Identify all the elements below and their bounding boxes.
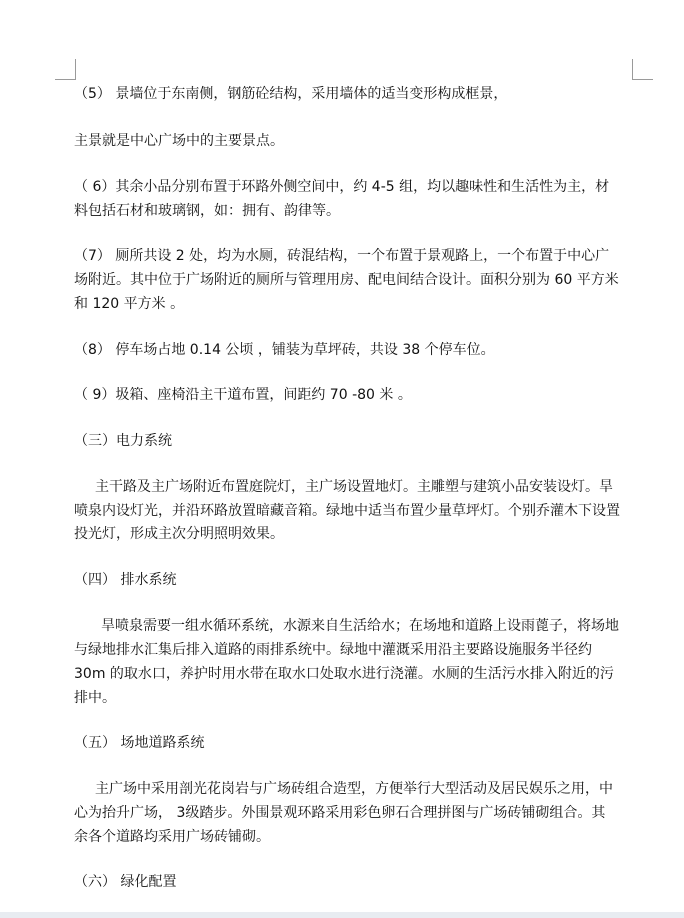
paragraph-line: 主干路及主广场附近布置庭院灯，主广场设置地灯。主雕塑与建筑小品安装设灯。旱 (95, 479, 613, 495)
paragraph-line: 30m 的取水口，养护时用水带在取水口处取水进行浇灌。水厕的生活污水排入附近的污 (74, 666, 614, 682)
paragraph-line: 余各个道路均采用广场砖铺砌。 (74, 829, 270, 845)
paragraph-line: （8） 停车场占地 0.14 公顷 ，铺装为草坪砖，共设 38 个停车位。 (74, 342, 495, 358)
paragraph-line: （ 6）其余小品分别布置于环路外侧空间中，约 4-5 组，均以趣味性和生活性为主，材 (74, 179, 610, 195)
section-heading: （六） 绿化配置 (74, 874, 177, 890)
paragraph-line: 排中。 (74, 690, 116, 706)
paragraph-line: （5） 景墙位于东南侧，钢筋砼结构，采用墙体的适当变形构成框景， (74, 86, 508, 102)
paragraph-line: 和 120 平方米 。 (74, 296, 185, 312)
margin-corner-marker-left (55, 59, 76, 80)
section-heading: （三）电力系统 (74, 433, 172, 449)
paragraph-line: 与绿地排水汇集后排入道路的雨排系统中。绿地中灌溉采用沿主要路设施服务半径约 (74, 642, 592, 658)
paragraph-line: 心为抬升广场， 3级踏步。外围景观环路采用彩色卵石合理拼图与广场砖铺砌组合。其 (74, 805, 606, 821)
paragraph-line: （7） 厕所共设 2 处，均为水厕，砖混结构，一个布置于景观路上，一个布置于中心广 (74, 248, 610, 264)
paragraph-line: 喷泉内设灯光，并沿环路放置暗藏音箱。绿地中适当布置少量草坪灯。个别乔灌木下设置 (74, 503, 620, 519)
paragraph-line: 主广场中采用剖光花岗岩与广场砖组合造型，方便举行大型活动及居民娱乐之用，中 (95, 781, 613, 797)
paragraph-line: 料包括石材和玻璃钢，如：拥有、韵律等。 (74, 203, 340, 219)
paragraph-line: 场附近。其中位于广场附近的厕所与管理用房、配电间结合设计。面积分别为 60 平方米 (74, 272, 619, 288)
page-bottom-edge (0, 912, 684, 918)
section-heading: （四） 排水系统 (74, 572, 177, 588)
paragraph-line: 投光灯，形成主次分明照明效果。 (74, 526, 284, 542)
paragraph-line: 旱喷泉需要一组水循环系统，水源来自生活给水；在场地和道路上设雨蓖子，将场地 (101, 618, 619, 634)
paragraph-line: （ 9）圾箱、座椅沿主干道布置，间距约 70 -80 米 。 (74, 387, 412, 403)
paragraph-line: 主景就是中心广场中的主要景点。 (74, 133, 284, 149)
margin-corner-marker-right (632, 59, 653, 80)
section-heading: （五） 场地道路系统 (74, 735, 205, 751)
